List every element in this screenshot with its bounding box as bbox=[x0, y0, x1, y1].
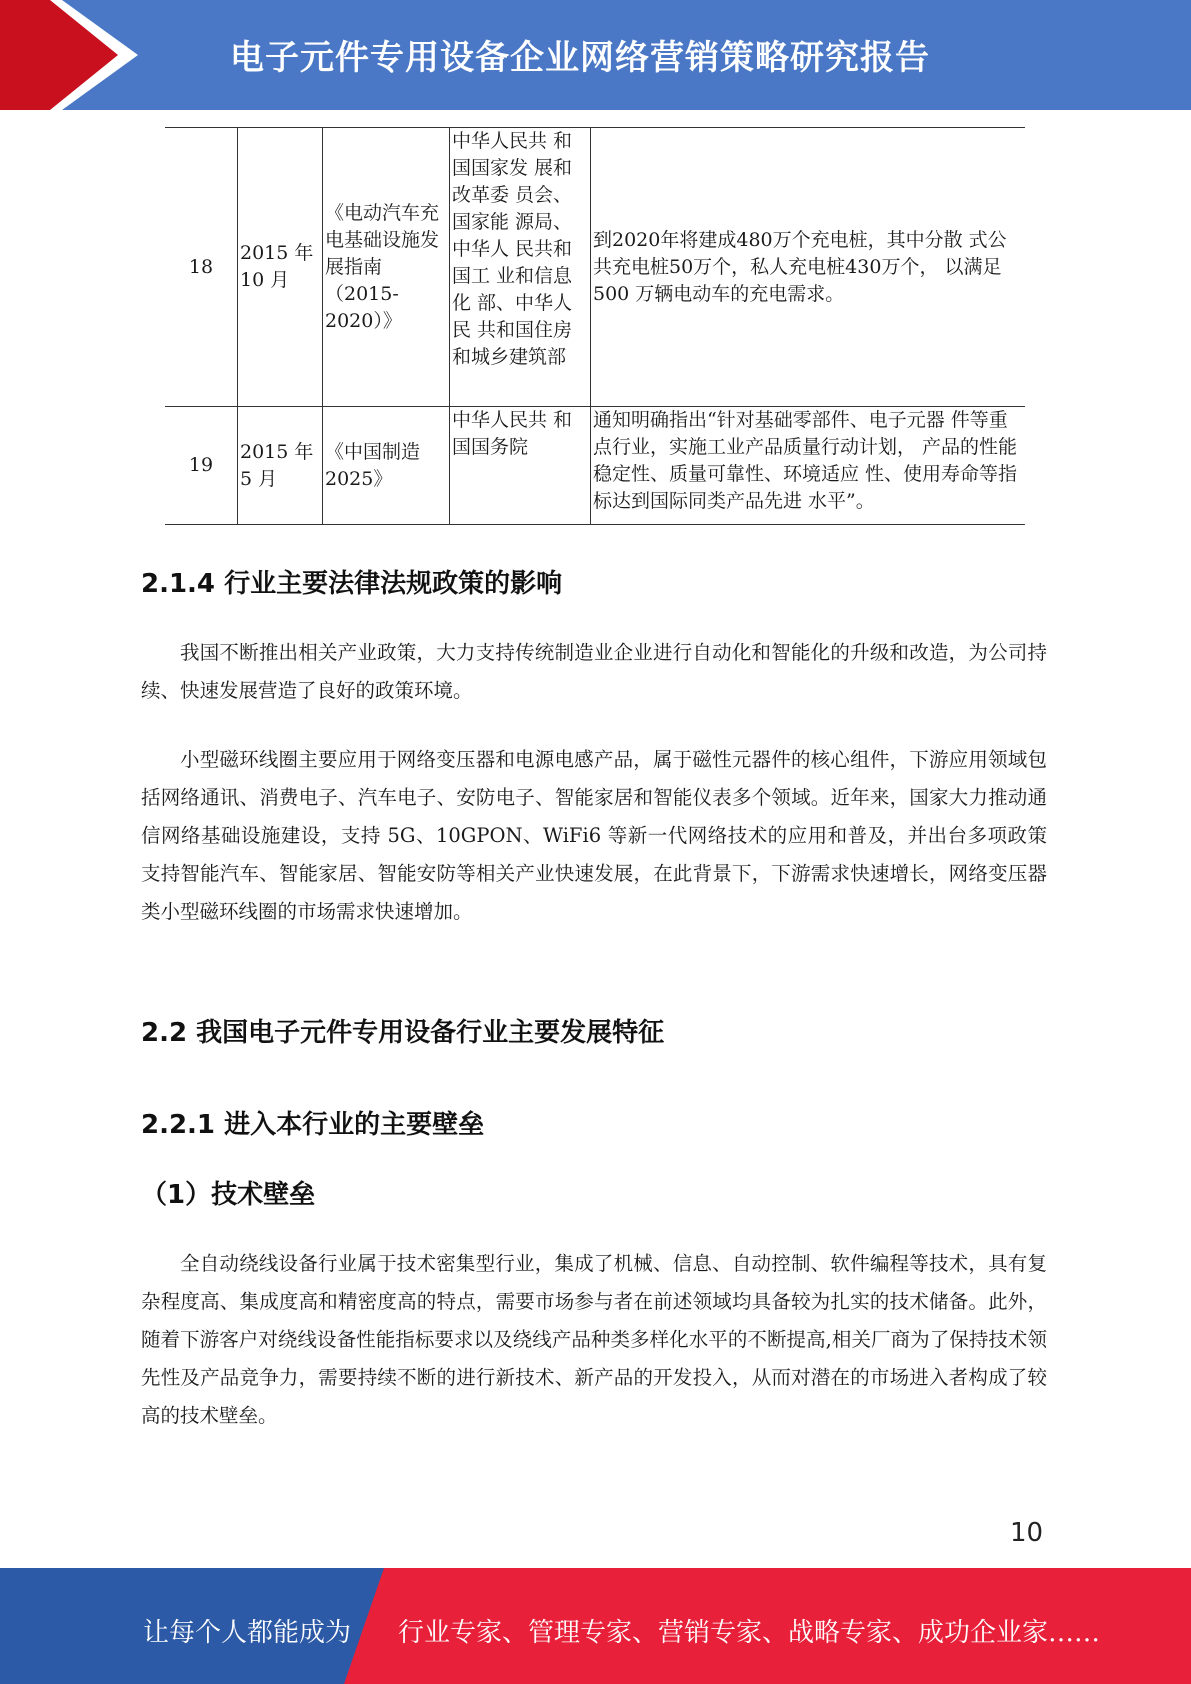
row-organization: 中华人民共 和国国家发 展和改革委 员会、国家能 源局、中华人 民共和国工 业和信息化 部、中华人民 共和国住房和城乡建筑部 bbox=[450, 128, 591, 407]
paragraph-tech-barrier: 全自动绕线设备行业属于技术密集型行业，集成了机械、信息、自动控制、软件编程等技术，具有复杂程度高、集成度高和精密度高的特点，需要市场参与者在前述领域均具备较为扎实的技术储备。此外，随着下游客户对绕线设备性能指标要求以及绕线产品种类多样化水平的不断提高,相关厂商为了保持技术领先性及产品竞争力，需要持续不断的进行新技术、新产品的开发投入，从而对潜在的市场进入者构成了较高的技术壁垒。 bbox=[141, 1252, 1047, 1427]
page-header bbox=[0, 0, 1191, 110]
paragraph-magnetic-ring-coil: 小型磁环线圈主要应用于网络变压器和电源电感产品，属于磁性元器件的核心组件，下游应用领域包括网络通讯、消费电子、汽车电子、安防电子、智能家居和智能仪表多个领域。近年来，国家大力推动通信网络基础设施建设，支持 5G、10GPON、WiFi6 等新一代网络技术的应用和普及，并出台多项政策支持智能汽车、智能家居、智能安防等相关产业快速发展，在此背景下，下游需求快速增长，网络变压器类小型磁环线圈的市场需求快速增加。 bbox=[141, 748, 1047, 923]
section-heading-2-1-4: 2.1.4 行业主要法律法规政策的影响 bbox=[141, 569, 563, 599]
page-footer bbox=[0, 1568, 1191, 1684]
page-number: 10 bbox=[1010, 1518, 1044, 1548]
row-policy-name: 《电动汽车充电基础设施发展指南（2015-2020）》 bbox=[323, 128, 450, 407]
subsection-heading-tech-barrier: （1）技术壁垒 bbox=[141, 1180, 316, 1210]
section-heading-2-2-1: 2.2.1 进入本行业的主要壁垒 bbox=[141, 1110, 485, 1140]
table-row bbox=[165, 128, 1025, 407]
row-date: 2015 年 10 月 bbox=[238, 128, 323, 407]
footer-slogan-left: 让每个人都能成为 bbox=[143, 1618, 352, 1648]
table-row bbox=[165, 407, 1025, 525]
row-organization: 中华人民共 和国国务院 bbox=[450, 407, 591, 525]
row-number: 18 bbox=[165, 128, 238, 407]
footer-slogan-right: 行业专家、管理专家、营销专家、战略专家、成功企业家…… bbox=[398, 1618, 1101, 1648]
policy-table bbox=[165, 127, 1025, 525]
document-title: 电子元件专用设备企业网络营销策略研究报告 bbox=[230, 38, 930, 78]
row-date: 2015 年 5 月 bbox=[238, 407, 323, 525]
row-content: 到2020年将建成480万个充电桩，其中分散 式公共充电桩50万个，私人充电桩430万个， 以满足 500 万辆电动车的充电需求。 bbox=[591, 128, 1026, 407]
paragraph-policy-environment: 我国不断推出相关产业政策，大力支持传统制造业企业进行自动化和智能化的升级和改造，为公司持续、快速发展营造了良好的政策环境。 bbox=[141, 641, 1047, 702]
row-content: 通知明确指出“针对基础零部件、电子元器 件等重点行业，实施工业产品质量行动计划， 产品的性能稳定性、质量可靠性、环境适应 性、使用寿命等指标达到国际同类产品先进 水平”。 bbox=[591, 407, 1026, 525]
row-number: 19 bbox=[165, 407, 238, 525]
section-heading-2-2: 2.2 我国电子元件专用设备行业主要发展特征 bbox=[141, 1018, 665, 1048]
row-policy-name: 《中国制造 2025》 bbox=[323, 407, 450, 525]
